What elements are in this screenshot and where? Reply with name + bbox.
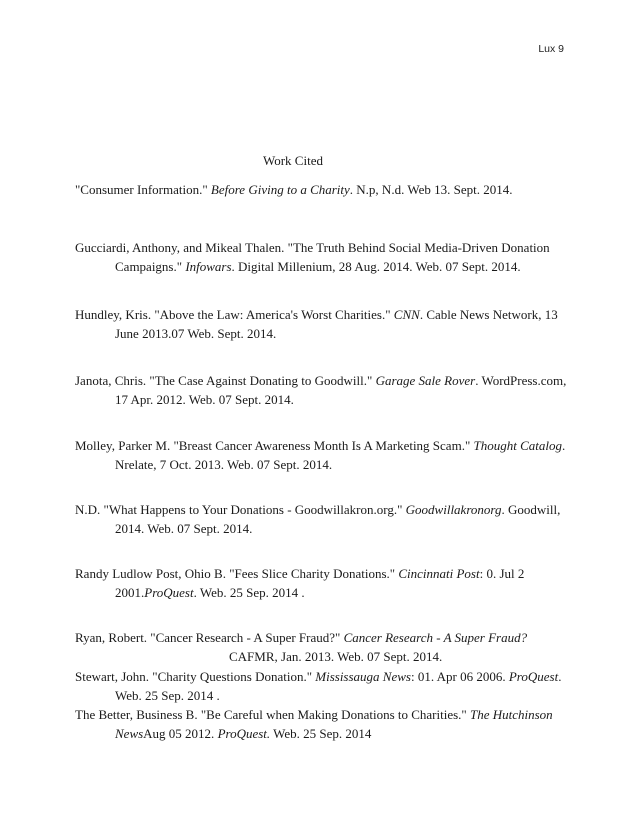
- citation-text: Aug 05 2012.: [143, 726, 218, 741]
- citation-text: .: [558, 669, 562, 684]
- citation-continuation: [75, 647, 575, 666]
- citation-continuation: [75, 724, 575, 743]
- citation-entry: [75, 628, 575, 666]
- citation-text: Molley, Parker M. "Breast Cancer Awareness Month Is A Marketing Scam.": [75, 438, 474, 453]
- citation-entry: [75, 436, 575, 474]
- citation-text: Campaigns.": [115, 259, 186, 274]
- citation-text: 17 Apr. 2012. Web. 07 Sept. 2014.: [115, 392, 294, 407]
- citation-entry: [75, 667, 575, 705]
- page-header: Lux 9: [538, 43, 564, 55]
- citation-source: Garage Sale Rover: [375, 373, 476, 388]
- citation-source: Cancer Research - A Super Fraud?: [343, 630, 528, 645]
- citation-continuation: [75, 390, 575, 409]
- citation-text: CAFMR, Jan. 2013. Web. 07 Sept. 2014.: [229, 649, 443, 664]
- citation-source: The Hutchinson: [469, 707, 553, 722]
- citation-text: The Better, Business B. "Be Careful when Making Donations to Charities.": [75, 707, 470, 722]
- citation-entry: [75, 180, 575, 199]
- citation-text: : 01. Apr 06 2006.: [410, 669, 509, 684]
- citation-entry: [75, 500, 575, 538]
- citation-source: Infowars: [185, 259, 232, 274]
- citation-entry: [75, 705, 575, 743]
- citation-source: Goodwillakronorg: [405, 502, 502, 517]
- citation-text: Web. 25 Sep. 2014 .: [115, 688, 220, 703]
- citation-text: Web. 25 Sep. 2014: [270, 726, 372, 741]
- citation-text: . Web. 25 Sep. 2014 .: [193, 585, 305, 600]
- citation-text: .: [562, 438, 566, 453]
- citation-continuation: [75, 455, 575, 474]
- citation-entry: [75, 564, 575, 602]
- citation-text: Randy Ludlow Post, Ohio B. "Fees Slice Charity Donations.": [75, 566, 399, 581]
- citation-text: Nrelate, 7 Oct. 2013. Web. 07 Sept. 2014.: [115, 457, 333, 472]
- citation-text: 2014. Web. 07 Sept. 2014.: [115, 521, 253, 536]
- citation-source: ProQuest: [144, 585, 194, 600]
- citation-continuation: [75, 583, 575, 602]
- citation-source: ProQuest.: [217, 726, 271, 741]
- citation-source: Before Giving to a Charity: [210, 182, 350, 197]
- citation-text: "Consumer Information.": [75, 182, 211, 197]
- citation-continuation: [75, 519, 575, 538]
- citation-text: : 0. Jul 2: [479, 566, 525, 581]
- citation-text: . Goodwill,: [501, 502, 561, 517]
- page-title: Work Cited: [263, 153, 323, 168]
- citation-text: Gucciardi, Anthony, and Mikeal Thalen. "The Truth Behind Social Media-Driven Donation: [75, 240, 550, 255]
- citation-entry: [75, 305, 575, 343]
- citation-source: Cincinnati Post: [398, 566, 480, 581]
- citation-entry: [75, 238, 575, 276]
- citation-text: 2001.: [115, 585, 145, 600]
- citation-source: Thought Catalog: [473, 438, 562, 453]
- citation-text: Ryan, Robert. "Cancer Research - A Super Fraud?": [75, 630, 344, 645]
- citation-text: N.D. "What Happens to Your Donations - Goodwillakron.org.": [75, 502, 406, 517]
- citation-text: . N.p, N.d. Web 13. Sept. 2014.: [349, 182, 513, 197]
- citation-source: News: [115, 726, 144, 741]
- citation-entry: [75, 371, 575, 409]
- citation-text: Stewart, John. "Charity Questions Donation.": [75, 669, 316, 684]
- citation-source: ProQuest: [508, 669, 559, 684]
- citation-continuation: [75, 324, 575, 343]
- citation-text: . Digital Millenium, 28 Aug. 2014. Web. 07 Sept. 2014.: [231, 259, 521, 274]
- citation-text: June 2013.07 Web. Sept. 2014.: [115, 326, 277, 341]
- citation-source: Mississauga News: [315, 669, 411, 684]
- citation-text: . WordPress.com,: [475, 373, 567, 388]
- citation-text: Hundley, Kris. "Above the Law: America's Worst Charities.": [75, 307, 394, 322]
- citation-text: . Cable News Network, 13: [419, 307, 558, 322]
- citation-text: Janota, Chris. "The Case Against Donating to Goodwill.": [75, 373, 376, 388]
- citation-continuation: [75, 257, 575, 276]
- citation-continuation: [75, 686, 575, 705]
- citation-source: CNN: [393, 307, 420, 322]
